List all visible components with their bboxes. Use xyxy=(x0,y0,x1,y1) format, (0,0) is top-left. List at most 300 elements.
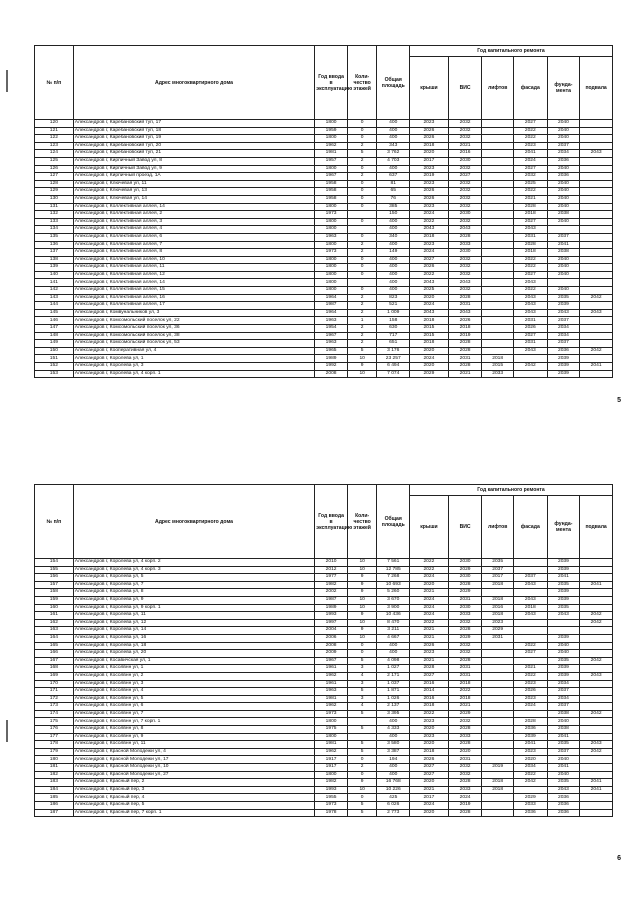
table-row xyxy=(35,710,613,718)
roof-repair-year: 2027 xyxy=(410,672,449,680)
total-area: 4 703 xyxy=(377,157,410,165)
row-number: 184 xyxy=(35,786,74,794)
row-number: 145 xyxy=(35,309,74,317)
floors: 2 xyxy=(347,241,377,249)
floors: 5 xyxy=(347,748,377,756)
year-built: 1987 xyxy=(315,596,348,604)
vis-repair-year: 2024 xyxy=(448,794,482,802)
facade-repair-year: 2023 xyxy=(513,142,547,150)
total-area: 400 xyxy=(377,218,410,226)
facade-repair-year: 2023 xyxy=(513,695,547,703)
roof-repair-year: 2020 xyxy=(410,741,449,749)
foundation-repair-year xyxy=(547,279,580,287)
total-area: 651 xyxy=(377,340,410,348)
facade-repair-year: 2023 xyxy=(513,748,547,756)
address: Александров г, Комвунальников ул, 3 xyxy=(73,309,315,317)
total-area: 16 768 xyxy=(377,779,410,787)
vis-repair-year: 2030 xyxy=(448,574,482,582)
roof-repair-year: 2024 xyxy=(410,302,449,310)
row-number: 173 xyxy=(35,703,74,711)
address: Александров г, Косолвнн ул, 5 xyxy=(73,695,315,703)
year-built: 1800 xyxy=(315,287,348,295)
roof-repair-year: 2015 xyxy=(410,332,449,340)
roof-repair-year: 2021 xyxy=(410,634,449,642)
basement-repair-year xyxy=(580,233,613,241)
facade-repair-year xyxy=(513,355,547,363)
table-row xyxy=(35,309,613,317)
roof-repair-year: 2018 xyxy=(410,233,449,241)
elevator-repair-year: 2019 xyxy=(482,764,514,772)
facade-repair-year xyxy=(513,370,547,378)
total-area: 3 580 xyxy=(377,741,410,749)
elevator-repair-year xyxy=(482,271,514,279)
year-built: 1917 xyxy=(315,756,348,764)
row-number: 135 xyxy=(35,233,74,241)
address: Александров г, Королева ул, 20 xyxy=(73,650,315,658)
year-built: 1992 xyxy=(315,363,348,371)
total-area: 717 xyxy=(377,332,410,340)
roof-repair-year: 2020 xyxy=(410,150,449,158)
vis-repair-year: 2029 xyxy=(448,589,482,597)
row-number: 166 xyxy=(35,650,74,658)
vis-repair-year: 2032 xyxy=(448,271,482,279)
row-number: 172 xyxy=(35,695,74,703)
row-number: 123 xyxy=(35,142,74,150)
floors xyxy=(347,211,377,219)
elevator-repair-year xyxy=(482,642,514,650)
foundation-repair-year: 2040 xyxy=(547,718,580,726)
total-area: 3 387 xyxy=(377,748,410,756)
row-number: 144 xyxy=(35,302,74,310)
elevator-repair-year xyxy=(482,325,514,333)
table-row xyxy=(35,173,613,181)
facade-repair-year: 2027 xyxy=(513,332,547,340)
basement-repair-year xyxy=(580,120,613,128)
vis-repair-year: 2031 xyxy=(448,596,482,604)
vis-repair-year: 2032 xyxy=(448,218,482,226)
floors: 10 xyxy=(347,634,377,642)
facade-repair-year: 2036 xyxy=(513,726,547,734)
vis-repair-year: 2032 xyxy=(448,650,482,658)
table-row xyxy=(35,233,613,241)
roof-repair-year: 2022 xyxy=(410,710,449,718)
row-number: 149 xyxy=(35,340,74,348)
foundation-repair-year: 2038 xyxy=(547,249,580,257)
total-area: 400 xyxy=(377,264,410,272)
row-number: 174 xyxy=(35,710,74,718)
floors: 0 xyxy=(347,135,377,143)
floors: 3 xyxy=(347,680,377,688)
row-number: 175 xyxy=(35,718,74,726)
basement-repair-year xyxy=(580,650,613,658)
basement-repair-year: 2042 xyxy=(580,294,613,302)
vis-repair-year: 2032 xyxy=(448,264,482,272)
elevator-repair-year xyxy=(482,195,514,203)
total-area: 400 xyxy=(377,718,410,726)
table-row xyxy=(35,634,613,642)
housing-table-page-6 xyxy=(34,484,613,817)
roof-repair-year: 2024 xyxy=(410,612,449,620)
floors: 2 xyxy=(347,173,377,181)
year-built: 1967 xyxy=(315,332,348,340)
table-row xyxy=(35,726,613,734)
roof-repair-year: 2020 xyxy=(410,581,449,589)
facade-repair-year: 2025 xyxy=(513,180,547,188)
roof-repair-year: 2043 xyxy=(410,226,449,234)
floors: 2 xyxy=(347,142,377,150)
vis-repair-year: 2032 xyxy=(448,188,482,196)
roof-repair-year: 2020 xyxy=(410,726,449,734)
header-floors: Коли-чество этажей xyxy=(347,485,377,559)
facade-repair-year: 2023 xyxy=(513,680,547,688)
basement-repair-year xyxy=(580,566,613,574)
year-built: 1978 xyxy=(315,809,348,817)
header-facade: фасада xyxy=(513,496,547,559)
address: Александров г, Королева ул, 9 xyxy=(73,596,315,604)
facade-repair-year: 2028 xyxy=(513,241,547,249)
foundation-repair-year: 2036 xyxy=(547,157,580,165)
facade-repair-year: 2042 xyxy=(513,779,547,787)
table-row xyxy=(35,264,613,272)
facade-repair-year: 2018 xyxy=(513,211,547,219)
elevator-repair-year xyxy=(482,680,514,688)
table-row xyxy=(35,211,613,219)
total-area: 7 561 xyxy=(377,559,410,567)
data-table xyxy=(34,45,613,378)
row-number: 181 xyxy=(35,764,74,772)
year-built: 1973 xyxy=(315,211,348,219)
vis-repair-year: 2028 xyxy=(448,347,482,355)
floors: 0 xyxy=(347,642,377,650)
floors: 2 xyxy=(347,309,377,317)
vis-repair-year: 2028 xyxy=(448,779,482,787)
roof-repair-year: 2021 xyxy=(410,786,449,794)
address: Александров г, Косавичская ул, 1 xyxy=(73,657,315,665)
row-number: 182 xyxy=(35,771,74,779)
elevator-repair-year xyxy=(482,688,514,696)
vis-repair-year: 2021 xyxy=(448,370,482,378)
elevator-repair-year xyxy=(482,672,514,680)
total-area: 10 693 xyxy=(377,581,410,589)
total-area: 400 xyxy=(377,271,410,279)
basement-repair-year xyxy=(580,355,613,363)
total-area: 76 xyxy=(377,195,410,203)
vis-repair-year: 2016 xyxy=(448,150,482,158)
elevator-repair-year xyxy=(482,226,514,234)
roof-repair-year: 2022 xyxy=(410,271,449,279)
basement-repair-year xyxy=(580,559,613,567)
foundation-repair-year: 2037 xyxy=(547,317,580,325)
header-row-number: № п/п xyxy=(35,485,74,559)
facade-repair-year: 2026 xyxy=(513,688,547,696)
floors: 10 xyxy=(347,596,377,604)
table-row xyxy=(35,317,613,325)
address: Александров г, Красной Молодежи ул, 17 xyxy=(73,756,315,764)
foundation-repair-year: 2034 xyxy=(547,332,580,340)
floors: 4 xyxy=(347,703,377,711)
foundation-repair-year: 2038 xyxy=(547,710,580,718)
roof-repair-year: 2022 xyxy=(410,619,449,627)
floors: 0 xyxy=(347,188,377,196)
year-built: 1800 xyxy=(315,279,348,287)
basement-repair-year xyxy=(580,718,613,726)
total-area: 521 xyxy=(377,302,410,310)
roof-repair-year: 2019 xyxy=(410,173,449,181)
address: Александров г, Королева ул, 9 корп. 1 xyxy=(73,604,315,612)
floors: 5 xyxy=(347,150,377,158)
vis-repair-year: 2019 xyxy=(448,802,482,810)
address: Александров г, Королева ул, 4 корп. 2 xyxy=(73,559,315,567)
roof-repair-year: 2027 xyxy=(410,256,449,264)
facade-repair-year xyxy=(513,589,547,597)
total-area: 3 900 xyxy=(377,604,410,612)
row-number: 171 xyxy=(35,688,74,696)
facade-repair-year: 2027 xyxy=(513,218,547,226)
total-area: 2 137 xyxy=(377,703,410,711)
vis-repair-year: 2030 xyxy=(448,157,482,165)
vis-repair-year: 2032 xyxy=(448,764,482,772)
basement-repair-year xyxy=(580,157,613,165)
floors: 0 xyxy=(347,218,377,226)
year-built: 1957 xyxy=(315,157,348,165)
header-total-area: Общая площадь xyxy=(377,485,410,559)
floors: 0 xyxy=(347,287,377,295)
basement-repair-year xyxy=(580,165,613,173)
vis-repair-year: 2026 xyxy=(448,317,482,325)
vis-repair-year: 2021 xyxy=(448,703,482,711)
facade-repair-year: 2021 xyxy=(513,665,547,673)
table-row xyxy=(35,347,613,355)
total-area: 3 670 xyxy=(377,596,410,604)
total-area: 385 xyxy=(377,203,410,211)
floors xyxy=(347,226,377,234)
total-area: 1 027 xyxy=(377,665,410,673)
row-number: 156 xyxy=(35,574,74,582)
basement-repair-year xyxy=(580,680,613,688)
elevator-repair-year xyxy=(482,249,514,257)
foundation-repair-year: 2041 xyxy=(547,241,580,249)
roof-repair-year: 2027 xyxy=(410,771,449,779)
vis-repair-year: 2032 xyxy=(448,195,482,203)
floors: 9 xyxy=(347,612,377,620)
basement-repair-year xyxy=(580,271,613,279)
floors: 0 xyxy=(347,650,377,658)
year-built: 1959 xyxy=(315,127,348,135)
total-area: 4 667 xyxy=(377,634,410,642)
row-number: 176 xyxy=(35,726,74,734)
total-area: 400 xyxy=(377,287,410,295)
facade-repair-year: 2028 xyxy=(513,718,547,726)
year-built: 1955 xyxy=(315,794,348,802)
table-row xyxy=(35,604,613,612)
elevator-repair-year: 2018 xyxy=(482,786,514,794)
basement-repair-year: 2042 xyxy=(580,710,613,718)
address: Александров г, Красной Молодежи ул, 4 xyxy=(73,748,315,756)
row-number: 169 xyxy=(35,672,74,680)
table-row xyxy=(35,127,613,135)
roof-repair-year: 2018 xyxy=(410,142,449,150)
year-built: 1981 xyxy=(315,741,348,749)
vis-repair-year: 2032 xyxy=(448,718,482,726)
address: Александров г, Королева ул, 1 xyxy=(73,355,315,363)
table-row xyxy=(35,596,613,604)
total-area: 400 xyxy=(377,127,410,135)
row-number: 122 xyxy=(35,135,74,143)
table-row xyxy=(35,150,613,158)
year-built: 1993 xyxy=(315,612,348,620)
row-number: 185 xyxy=(35,794,74,802)
elevator-repair-year xyxy=(482,802,514,810)
total-area: 10 436 xyxy=(377,612,410,620)
total-area: 81 xyxy=(377,180,410,188)
facade-repair-year: 2037 xyxy=(513,574,547,582)
vis-repair-year: 2018 xyxy=(448,680,482,688)
row-number: 147 xyxy=(35,325,74,333)
elevator-repair-year xyxy=(482,657,514,665)
elevator-repair-year xyxy=(482,703,514,711)
elevator-repair-year: 2037 xyxy=(482,566,514,574)
basement-repair-year: 2041 xyxy=(580,581,613,589)
facade-repair-year: 2036 xyxy=(513,809,547,817)
vis-repair-year: 2032 xyxy=(448,120,482,128)
facade-repair-year xyxy=(513,657,547,665)
floors: 5 xyxy=(347,347,377,355)
floors: 5 xyxy=(347,657,377,665)
roof-repair-year: 2023 xyxy=(410,120,449,128)
row-number: 177 xyxy=(35,733,74,741)
foundation-repair-year: 2040 xyxy=(547,135,580,143)
table-row xyxy=(35,741,613,749)
address: Александров г, Косолвнн ул, 9 xyxy=(73,733,315,741)
vis-repair-year: 2031 xyxy=(448,756,482,764)
foundation-repair-year: 2035 xyxy=(547,741,580,749)
vis-repair-year: 2032 xyxy=(448,771,482,779)
foundation-repair-year: 2041 xyxy=(547,574,580,582)
facade-repair-year xyxy=(513,786,547,794)
elevator-repair-year xyxy=(482,809,514,817)
table-row xyxy=(35,325,613,333)
facade-repair-year xyxy=(513,566,547,574)
year-built: 1967 xyxy=(315,173,348,181)
elevator-repair-year: 2018 xyxy=(482,355,514,363)
row-number: 162 xyxy=(35,619,74,627)
facade-repair-year xyxy=(513,627,547,635)
vis-repair-year: 2028 xyxy=(448,233,482,241)
table-row xyxy=(35,195,613,203)
facade-repair-year: 2042 xyxy=(513,363,547,371)
floors xyxy=(347,733,377,741)
total-area: 7 268 xyxy=(377,574,410,582)
address: Александров г, Коллективная аллея, 4 xyxy=(73,226,315,234)
vis-repair-year: 2030 xyxy=(448,211,482,219)
elevator-repair-year: 2018 xyxy=(482,779,514,787)
table-row xyxy=(35,733,613,741)
foundation-repair-year: 2036 xyxy=(547,802,580,810)
elevator-repair-year xyxy=(482,317,514,325)
year-built: 1800 xyxy=(315,256,348,264)
year-built: 1800 xyxy=(315,120,348,128)
vis-repair-year: 2028 xyxy=(448,581,482,589)
facade-repair-year: 2022 xyxy=(513,672,547,680)
basement-repair-year xyxy=(580,733,613,741)
foundation-repair-year: 2043 xyxy=(547,786,580,794)
header-capital-repair-year: Год капитального ремонта xyxy=(410,46,613,57)
facade-repair-year: 2043 xyxy=(513,226,547,234)
total-area: 637 xyxy=(377,173,410,181)
vis-repair-year: 2028 xyxy=(448,627,482,635)
address: Александров г, Красный пер, 7 корп. 1 xyxy=(73,809,315,817)
floors: 0 xyxy=(347,195,377,203)
total-area: 3 176 xyxy=(377,347,410,355)
basement-repair-year xyxy=(580,370,613,378)
foundation-repair-year: 2039 xyxy=(547,634,580,642)
floors: 10 xyxy=(347,370,377,378)
total-area: 400 xyxy=(377,165,410,173)
address: Александров г, Коллективная аллея, 7 xyxy=(73,241,315,249)
elevator-repair-year xyxy=(482,211,514,219)
floors: 9 xyxy=(347,574,377,582)
floors: 2 xyxy=(347,325,377,333)
address: Александров г, Королева ул, 4 корп. 1 xyxy=(73,370,315,378)
vis-repair-year: 2021 xyxy=(448,142,482,150)
table-row xyxy=(35,256,613,264)
address: Александров г, Коллективная аллея, 11 xyxy=(73,264,315,272)
elevator-repair-year xyxy=(482,264,514,272)
foundation-repair-year: 2040 xyxy=(547,264,580,272)
year-built: 1989 xyxy=(315,604,348,612)
table-row xyxy=(35,271,613,279)
foundation-repair-year: 2040 xyxy=(547,287,580,295)
elevator-repair-year xyxy=(482,309,514,317)
elevator-repair-year xyxy=(482,665,514,673)
table-row xyxy=(35,650,613,658)
roof-repair-year: 2023 xyxy=(410,165,449,173)
address: Александров г, Королева ул, 3 xyxy=(73,363,315,371)
year-built: 2008 xyxy=(315,370,348,378)
row-number: 143 xyxy=(35,294,74,302)
address: Александров г, Комсомольский поселок ул, 38 xyxy=(73,332,315,340)
basement-repair-year: 2041 xyxy=(580,363,613,371)
total-area: 158 xyxy=(377,317,410,325)
roof-repair-year: 2023 xyxy=(410,241,449,249)
foundation-repair-year: 2037 xyxy=(547,233,580,241)
vis-repair-year: 2022 xyxy=(448,688,482,696)
row-number: 159 xyxy=(35,596,74,604)
roof-repair-year: 2026 xyxy=(410,264,449,272)
floors: 1 xyxy=(347,317,377,325)
elevator-repair-year xyxy=(482,150,514,158)
header-vis: ВИС xyxy=(448,496,482,559)
foundation-repair-year: 2040 xyxy=(547,203,580,211)
facade-repair-year: 2022 xyxy=(513,188,547,196)
address: Александров г, Королева ул, 8 xyxy=(73,589,315,597)
vis-repair-year: 2032 xyxy=(448,619,482,627)
foundation-repair-year xyxy=(547,619,580,627)
facade-repair-year: 2043 xyxy=(513,302,547,310)
year-built: 1963 xyxy=(315,317,348,325)
floors: 3 xyxy=(347,695,377,703)
address: Александров г, Коллективная аллея, 2 xyxy=(73,211,315,219)
elevator-repair-year: 2018 xyxy=(482,612,514,620)
table-row xyxy=(35,165,613,173)
vis-repair-year: 2019 xyxy=(448,332,482,340)
foundation-repair-year: 2035 xyxy=(547,581,580,589)
address: Александров г, Ключевая ул, 11 xyxy=(73,180,315,188)
floors: 10 xyxy=(347,619,377,627)
foundation-repair-year: 2040 xyxy=(547,120,580,128)
vis-repair-year: 2032 xyxy=(448,287,482,295)
elevator-repair-year xyxy=(482,332,514,340)
